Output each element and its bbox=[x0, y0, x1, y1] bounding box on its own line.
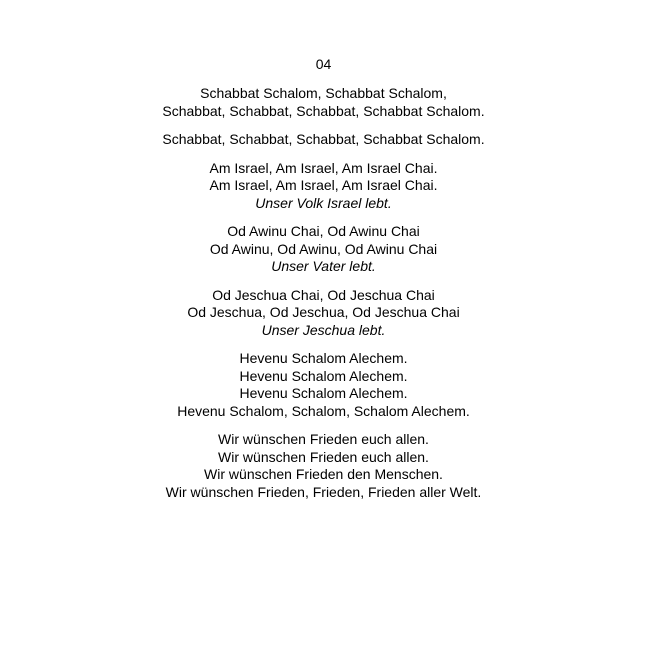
lyrics-body bbox=[0, 85, 647, 512]
lyric-line: Hevenu Schalom Alechem. bbox=[239, 385, 408, 401]
lyric-line: Am Israel, Am Israel, Am Israel Chai. bbox=[209, 159, 438, 176]
stanza-7 bbox=[0, 431, 647, 501]
lyric-line: Wir wünschen Frieden den Menschen. bbox=[204, 466, 443, 482]
lyric-line: Od Jeschua Chai, Od Jeschua Chai bbox=[212, 286, 435, 303]
lyric-line: Schabbat Schalom, Schabbat Schalom, bbox=[200, 85, 447, 101]
stanza-1 bbox=[0, 85, 647, 120]
stanza-4 bbox=[0, 223, 647, 276]
lyric-line: Hevenu Schalom, Schalom, Schalom Alechem. bbox=[177, 402, 470, 419]
lyric-line: Hevenu Schalom Alechem. bbox=[239, 350, 408, 366]
stanza-5 bbox=[0, 287, 647, 340]
translation-line: Unser Vater lebt. bbox=[271, 258, 376, 274]
lyric-line: Od Jeschua, Od Jeschua, Od Jeschua Chai bbox=[187, 304, 460, 320]
lyric-line: Wir wünschen Frieden euch allen. bbox=[218, 448, 429, 465]
stanza-2 bbox=[0, 131, 647, 149]
lyric-line: Hevenu Schalom Alechem. bbox=[239, 367, 408, 384]
translation-line: Unser Volk Israel lebt. bbox=[255, 194, 392, 211]
lyric-line: Schabbat, Schabbat, Schabbat, Schabbat Schalom. bbox=[162, 102, 485, 119]
lyric-line: Am Israel, Am Israel, Am Israel Chai. bbox=[209, 177, 438, 193]
lyric-line: Wir wünschen Frieden euch allen. bbox=[218, 431, 429, 447]
page-number: 04 bbox=[315, 56, 332, 72]
lyric-line: Schabbat, Schabbat, Schabbat, Schabbat Schalom. bbox=[162, 131, 485, 147]
lyric-line: Od Awinu, Od Awinu, Od Awinu Chai bbox=[209, 240, 438, 257]
stanza-6 bbox=[0, 350, 647, 420]
lyric-line: Wir wünschen Frieden, Frieden, Frieden aller Welt. bbox=[165, 483, 482, 500]
stanza-3 bbox=[0, 160, 647, 213]
translation-line: Unser Jeschua lebt. bbox=[261, 321, 386, 338]
lyric-line: Od Awinu Chai, Od Awinu Chai bbox=[227, 223, 420, 239]
